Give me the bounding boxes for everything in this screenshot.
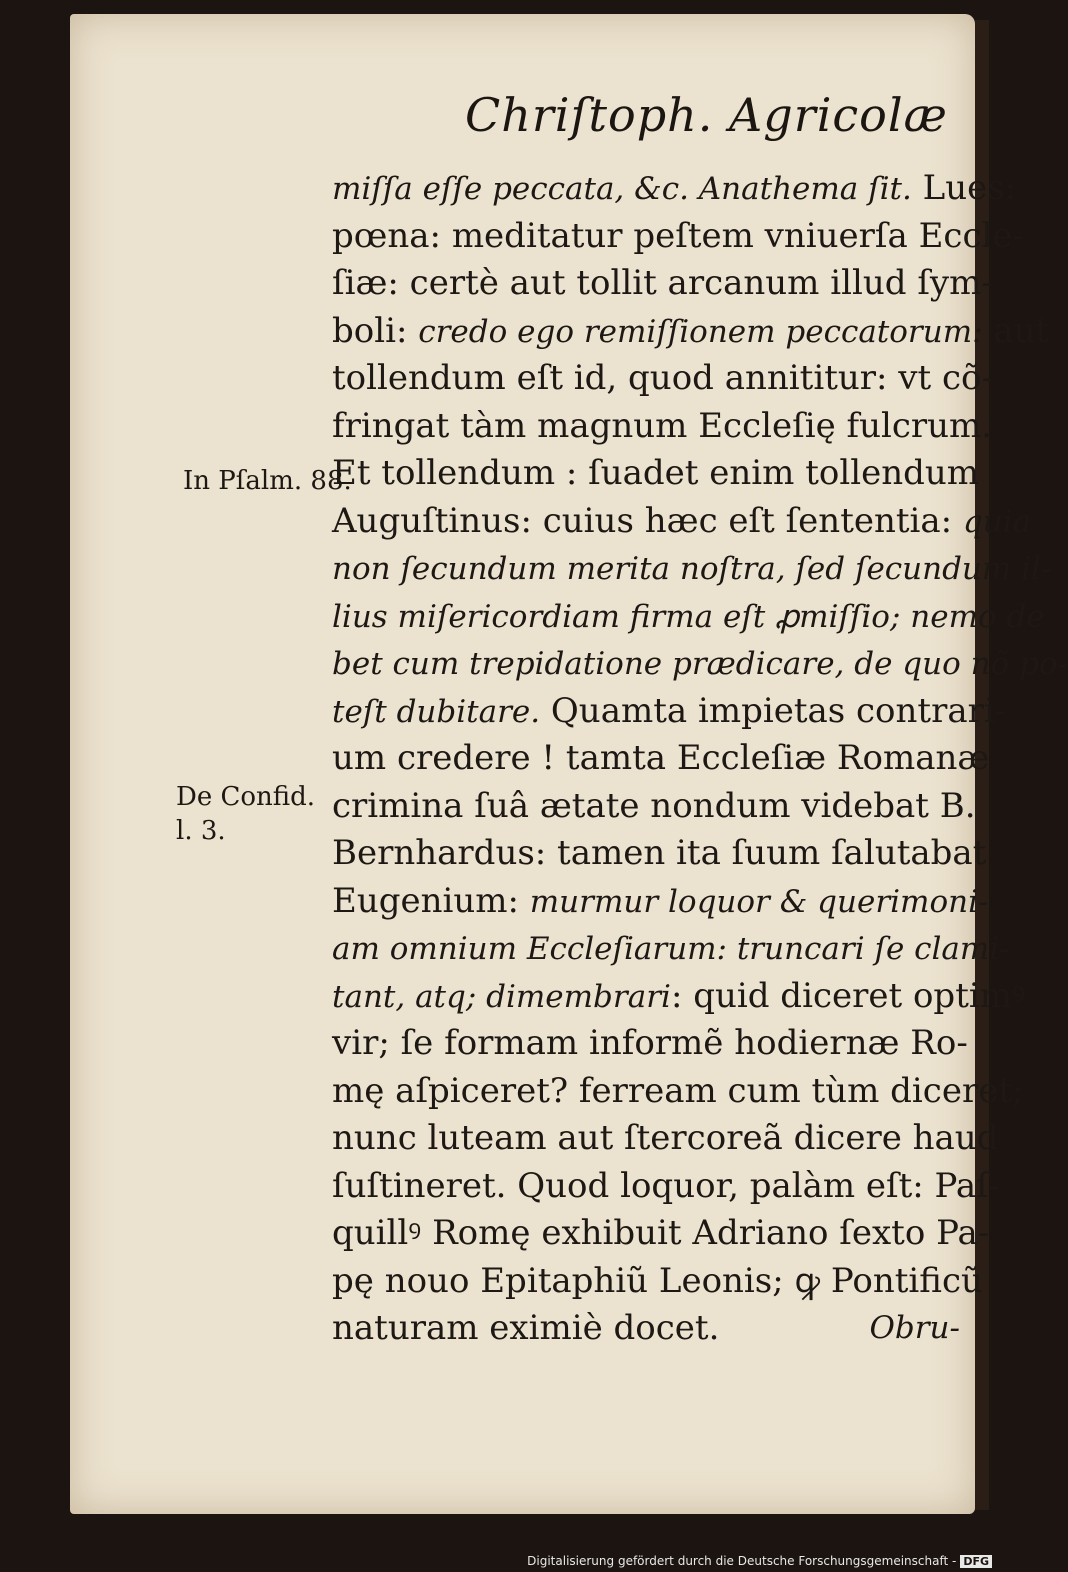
text-line: [332, 1210, 990, 1258]
text-span: Quamta impietas contrari-: [540, 690, 1007, 731]
text-span: am omnium Eccleſiarum: truncari ſe clami-: [332, 931, 1010, 967]
text-span: Eugenium:: [332, 880, 530, 921]
text-line: [332, 1068, 1024, 1116]
text-line: [332, 830, 987, 878]
text-span: quia: [962, 503, 1032, 540]
text-line: [332, 213, 1024, 261]
text-span: nunc luteam aut ſtercoreã dicere haud: [332, 1118, 999, 1158]
text-span: Obru-: [869, 1310, 960, 1346]
text-span: crimina ſuâ ætate nondum videbat B.: [332, 785, 976, 826]
dfg-logo: DFG: [960, 1555, 992, 1568]
text-line: [332, 1305, 972, 1353]
text-line: [332, 498, 1032, 546]
text-line: [332, 165, 1017, 213]
text-span: teſt dubitare.: [332, 693, 541, 730]
text-line: [332, 735, 990, 783]
text-line: [332, 640, 1068, 688]
text-span: Auguſtinus: cuius hæc eſt ſententia:: [332, 500, 963, 541]
text-span: aut: [982, 310, 1050, 351]
margin-note-confid: De Confid.: [176, 782, 316, 812]
footer-text: Digitalisierung gefördert durch die Deutsche Forschungsgemeinschaft -: [527, 1554, 957, 1568]
text-line: [332, 593, 1045, 641]
text-line: [332, 783, 976, 831]
text-line: [332, 688, 1007, 736]
text-span: mę aſpiceret? ferream cum tùm diceret;: [332, 1070, 1024, 1111]
text-span: quillꝰ Romę exhibuit Adriano ſexto Pa-: [332, 1213, 990, 1253]
margin-note-psalm: In Pſalm. 88.: [183, 466, 352, 496]
text-line: [332, 545, 1052, 593]
text-span: pę nouo Epitaphiũ Leonis; ꝙ Pontificũ: [332, 1260, 983, 1301]
text-line: [332, 878, 989, 926]
text-line: [332, 260, 993, 308]
text-span: miſſa eſſe peccata, &c. Anathema ſit.: [332, 171, 912, 207]
text-span: Et tollendum : ſuadet enim tollendum: [332, 453, 980, 493]
main-text: [332, 165, 1068, 1353]
text-span: Lues:: [911, 168, 1017, 208]
text-line: [332, 1020, 972, 1068]
text-span: fringat tàm magnum Eccleſię fulcrum.: [332, 405, 993, 446]
text-span: naturam eximiè docet.: [332, 1308, 720, 1348]
text-span: pœna: meditatur peſtem vniuerſa Eccle-: [332, 215, 1024, 256]
margin-note-book: l. 3.: [176, 816, 226, 846]
text-span: : quid diceret optimꝰ: [670, 975, 1025, 1016]
text-span: tollendum eſt id, quod annititur: vt cõ-: [332, 358, 993, 398]
text-line: [332, 1258, 983, 1306]
text-line: [332, 925, 1010, 973]
text-span: murmur loquor & querimoni-: [529, 883, 989, 920]
text-line: [332, 403, 993, 451]
text-line: [332, 355, 993, 403]
text-span: lius miſericordiam firma eſt ꝓmiſſio; nemo de: [332, 598, 1045, 635]
text-line: [332, 1115, 999, 1163]
text-span: tant, atq; dimembrari: [332, 978, 671, 1015]
text-line: [332, 1163, 1001, 1211]
running-header: Chriſtoph. Agricolæ: [465, 88, 948, 142]
text-line: [332, 973, 1025, 1021]
text-line: [332, 308, 1050, 356]
text-span: ſiæ: certè aut tollit arcanum illud ſym-: [332, 263, 993, 303]
text-span: Bernhardus: tamen ita ſuum ſalutabat: [332, 833, 987, 873]
text-span: ſuſtineret. Quod loquor, palàm eſt: Paſ-: [332, 1165, 1001, 1206]
text-span: non ſecundum merita noſtra, ſed ſecundum il-: [332, 551, 1052, 587]
text-span: boli:: [332, 310, 419, 351]
text-span: bet cum trepidatione prædicare, de quo nõ po-: [332, 646, 1068, 682]
text-line: [332, 450, 980, 498]
footer-credit: [527, 1554, 992, 1568]
text-span: um credere ! tamta Eccleſiæ Romanæ: [332, 738, 990, 778]
text-span: credo ego remiſſionem peccatorum:: [418, 313, 983, 350]
text-span: vir; ſe formam informẽ hodiernæ Ro-: [332, 1023, 968, 1063]
